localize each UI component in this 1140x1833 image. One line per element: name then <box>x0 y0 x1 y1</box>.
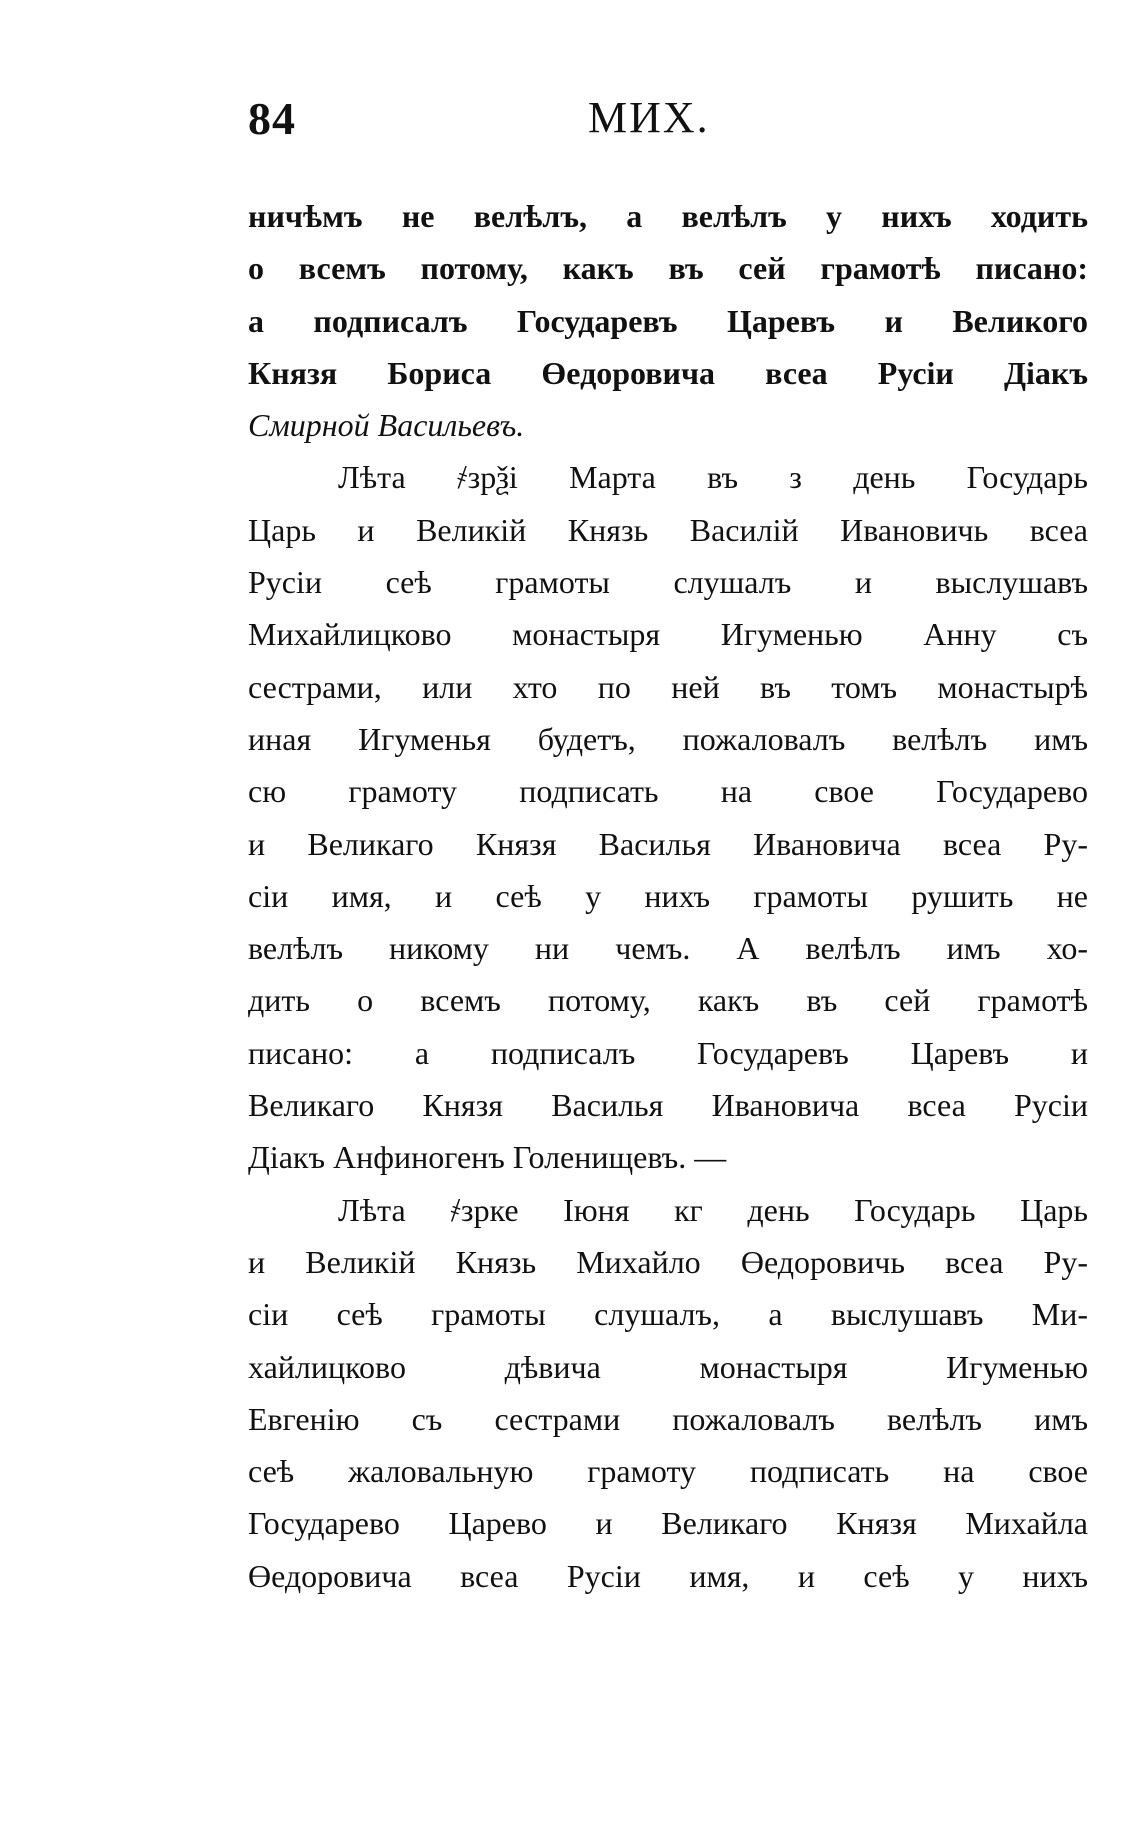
text-line: сiи имя, и сеѣ у нихъ грамоты рушить не <box>248 877 1088 914</box>
text-line: и Великаго Князя Василья Ивановича всеа Ру- <box>248 825 1088 862</box>
text-line: сестрами, или хто по ней въ томъ монастырѣ <box>248 668 1088 705</box>
text-line: дить о всемъ потому, какъ въ сей грамотѣ <box>248 982 1088 1019</box>
text-line: сю грамоту подписать на свое Государево <box>248 773 1088 810</box>
text-line: Михайлицково монастыря Игуменью Анну съ <box>248 616 1088 653</box>
text-line: велѣлъ никому ни чемъ. А велѣлъ имъ хо- <box>248 930 1088 967</box>
text-line: Князя Бориса Өедоровича всеа Русiи Дiакъ <box>248 354 1088 391</box>
text-line: Лѣта ҂зрке Iюня кг день Государь Царь <box>338 1191 1088 1228</box>
running-head: МИХ. <box>588 93 710 142</box>
text-line: Царь и Великiй Князь Василiй Ивановичь всеа <box>248 511 1088 548</box>
text-line: сеѣ жаловальную грамоту подписать на свое <box>248 1453 1088 1490</box>
text-line: Государево Царево и Великаго Князя Михайла <box>248 1505 1088 1542</box>
text-line: Смирной Васильевъ. <box>248 407 525 444</box>
text-line: а подписалъ Государевъ Царевъ и Великого <box>248 302 1088 339</box>
text-line: о всемъ потому, какъ въ сей грамотѣ писано: <box>248 250 1088 287</box>
body-text <box>248 190 1088 1602</box>
text-line: Лѣта ҂зрѯі Марта въ з день Государь <box>338 459 1088 496</box>
page-header <box>248 92 1088 152</box>
text-line: хайлицково дѣвича монастыря Игуменью <box>248 1348 1088 1385</box>
text-line: Русiи сеѣ грамоты слушалъ и выслушавъ <box>248 564 1088 601</box>
text-line: сiи сеѣ грамоты слушалъ, а выслушавъ Ми- <box>248 1296 1088 1333</box>
text-line: и Великiй Князь Михайло Өедоровичь всеа Ру- <box>248 1243 1088 1280</box>
text-line: писано: а подписалъ Государевъ Царевъ и <box>248 1034 1088 1071</box>
text-line: Дiакъ Анфиногенъ Голенищевъ. — <box>248 1139 727 1176</box>
page-number: 84 <box>248 93 296 144</box>
text-line: Өедоровича всеа Русiи имя, и сеѣ у нихъ <box>248 1557 1088 1594</box>
text-line: ничѣмъ не велѣлъ, а велѣлъ у нихъ ходить <box>248 198 1088 234</box>
text-line: иная Игуменья будетъ, пожаловалъ велѣлъ имъ <box>248 720 1088 757</box>
text-line: Великаго Князя Василья Ивановича всеа Русiи <box>248 1087 1088 1124</box>
text-line: Евгенiю съ сестрами пожаловалъ велѣлъ имъ <box>248 1400 1088 1437</box>
